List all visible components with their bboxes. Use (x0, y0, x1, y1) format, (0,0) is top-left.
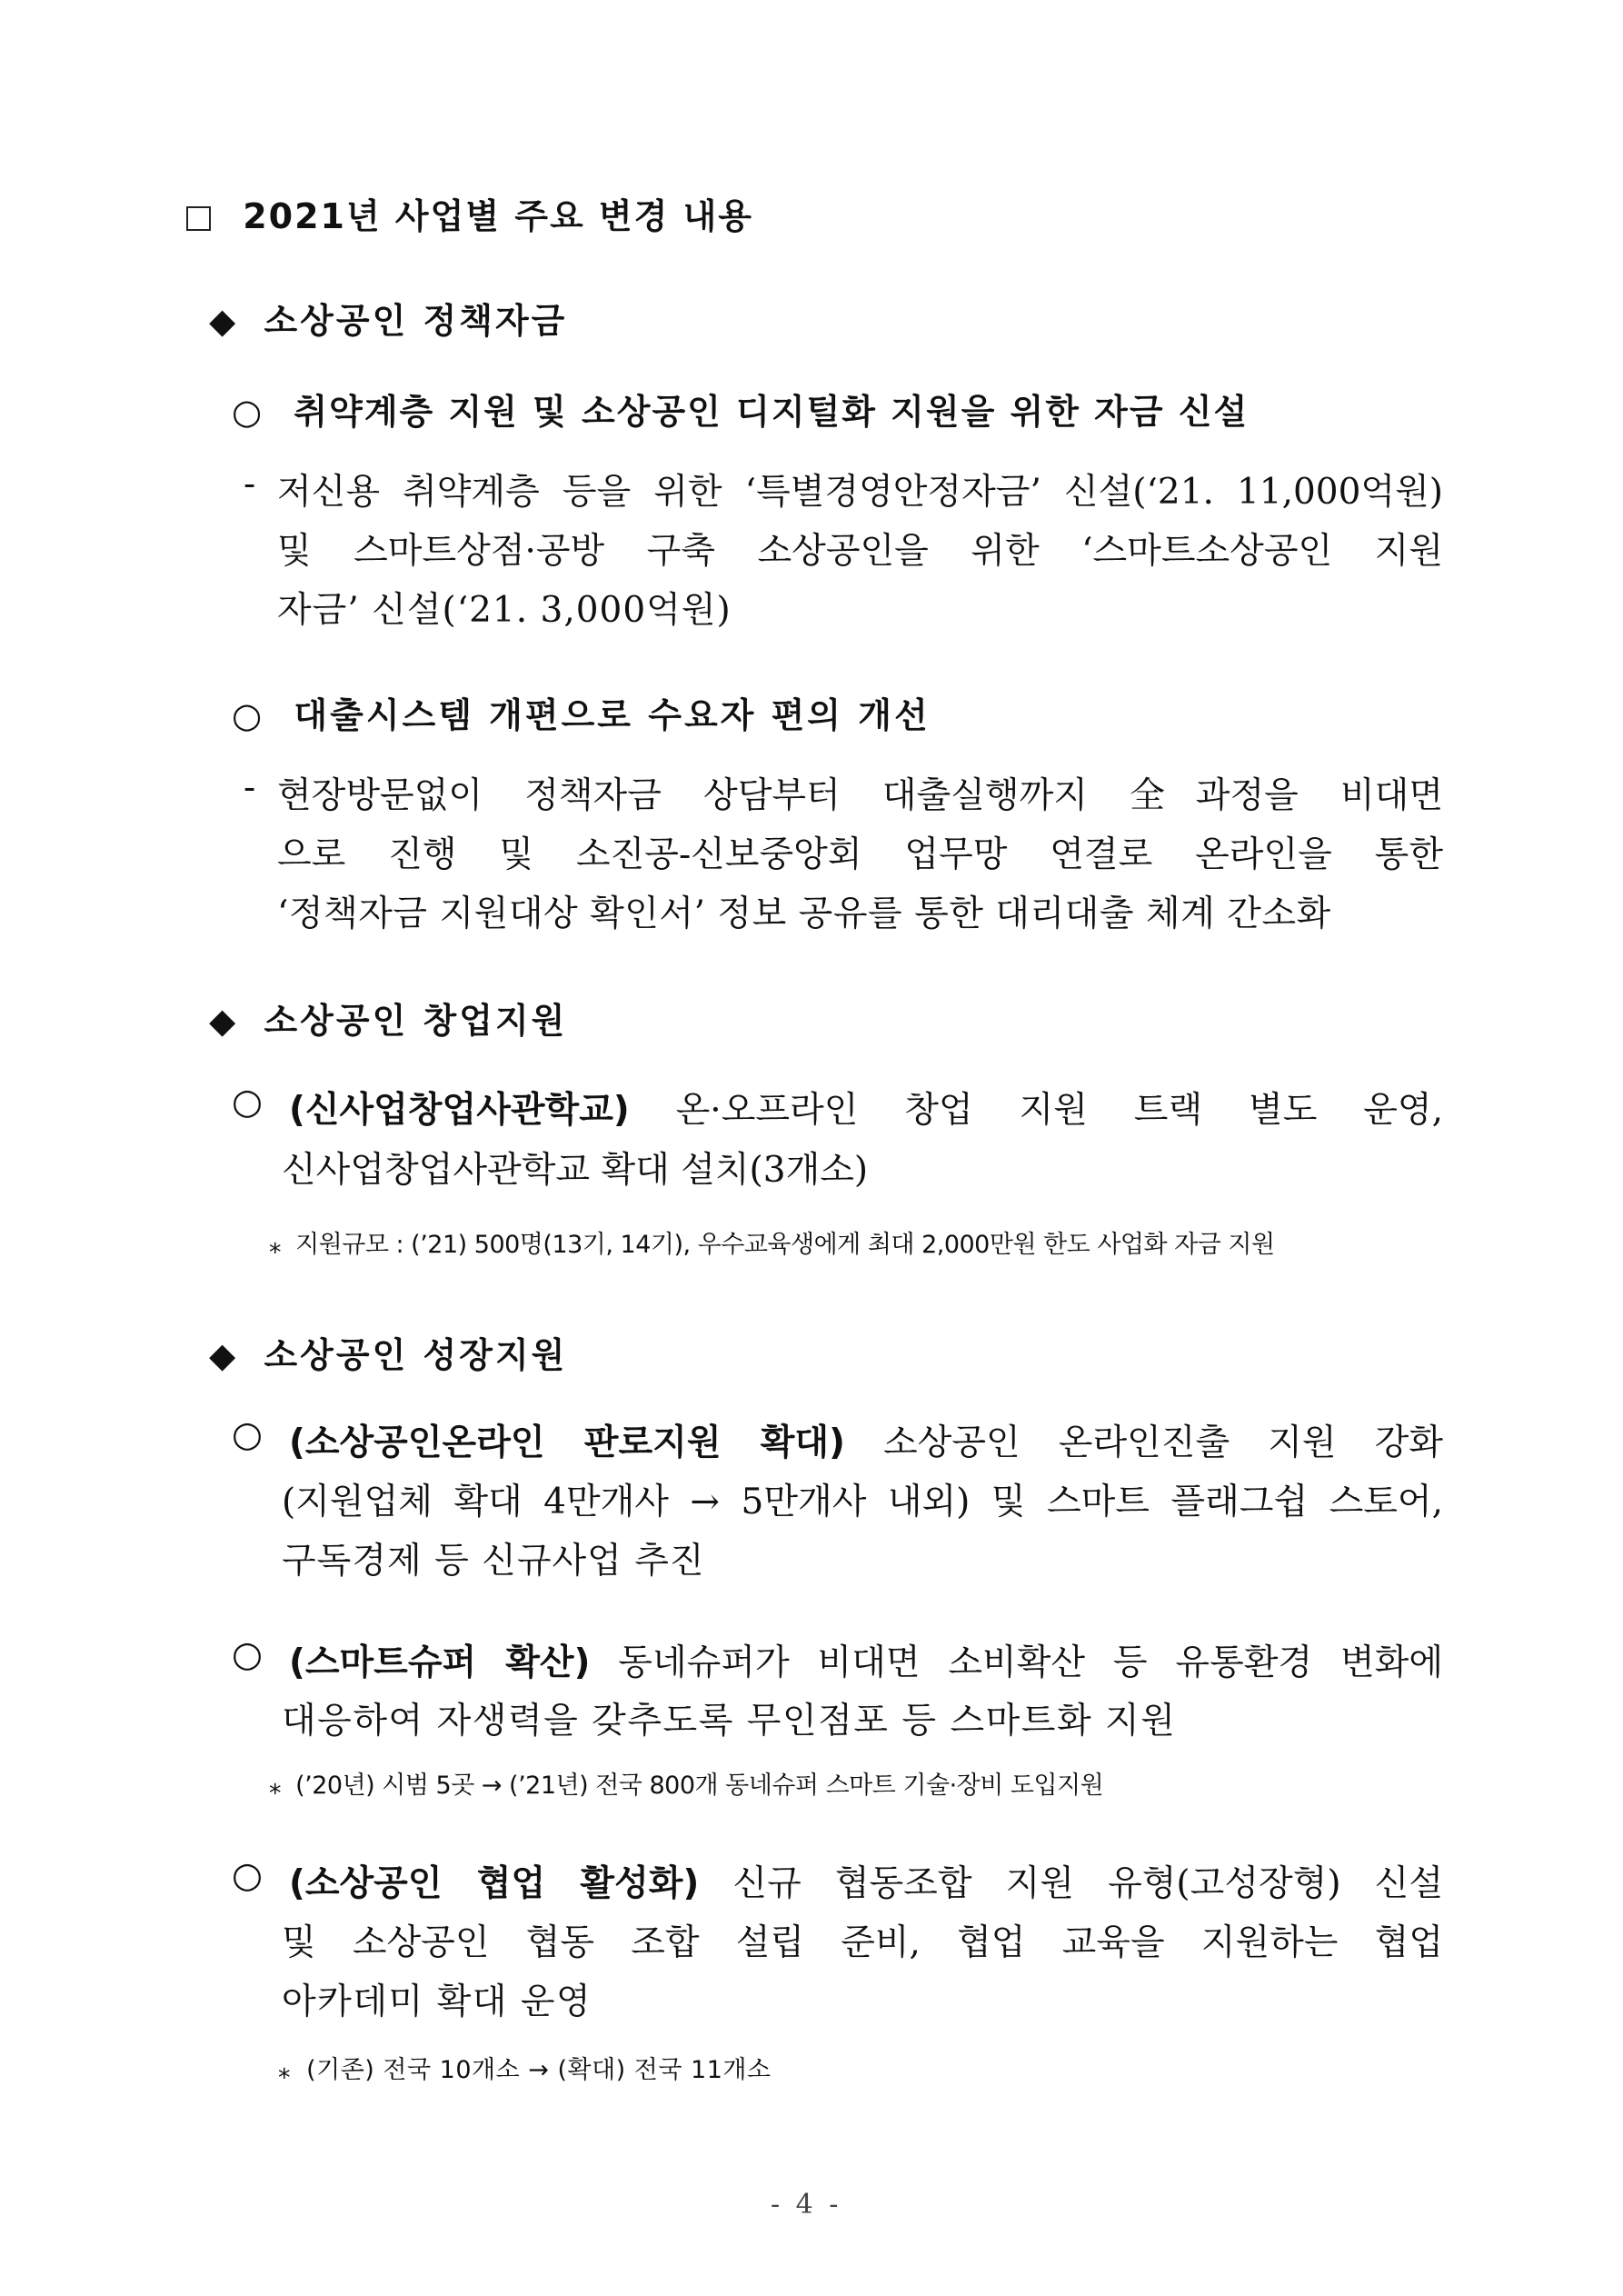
item-body-line: 으로 진행 및 소진공-신보중앙회 업무망 연결로 온라인을 통한 (277, 834, 1443, 875)
section-heading: ◆ 소상공인 정책자금 (209, 301, 568, 341)
item-bold-label: (신사업창업사관학교) (289, 1090, 630, 1131)
section-heading: ◆ 소상공인 창업지원 (209, 1001, 568, 1041)
item-title: ○ 대출시스템 개편으로 수요자 편의 개선 (232, 695, 931, 735)
checkbox-square-icon (186, 206, 211, 231)
asterisk-icon: ⁎ (269, 1772, 281, 1800)
circle-bullet-icon: ○ (232, 1634, 264, 1675)
footnote: ⁎ (’20년) 시범 5곳 → (’21년) 전국 800개 동네슈퍼 스마트 기술·장비 도입지원 (269, 1772, 1104, 1800)
item-body-line: 자금’ 신설(‘21. 3,000억원) (277, 590, 732, 631)
item-body-line: 대응하여 자생력을 갖추도록 무인점포 등 스마트화 지원 (282, 1701, 1177, 1742)
diamond-bullet-icon: ◆ (209, 1335, 239, 1375)
item-lead-line (289, 1082, 1443, 1133)
item-lead-line (289, 1634, 1443, 1685)
item-bold-label: (스마트슈퍼 확산) (289, 1642, 591, 1683)
dash-bullet-icon: - (244, 464, 256, 504)
section-heading: ◆ 소상공인 성장지원 (209, 1335, 568, 1375)
item-lead-text: 소상공인 온라인진출 지원 강화 (883, 1423, 1443, 1463)
item-body-line: (지원업체 확대 4만개사 → 5만개사 내외) 및 스마트 플래그쉽 스토어, (282, 1482, 1443, 1522)
item-body-line: 저신용 취약계층 등을 위한 ‘특별경영안정자금’ 신설(‘21. 11,000억원) (277, 472, 1443, 513)
item-body-line: 신사업창업사관학교 확대 설치(3개소) (282, 1150, 869, 1191)
dash-bullet-icon: - (244, 767, 256, 808)
item-lead-line (289, 1414, 1443, 1465)
circle-bullet-icon: ○ (232, 1082, 264, 1123)
item-lead-text: 동네슈퍼가 비대면 소비확산 등 유통환경 변화에 (618, 1642, 1443, 1683)
circle-bullet-icon: ○ (232, 1414, 264, 1455)
footnote: ⁎ (기존) 전국 10개소 → (확대) 전국 11개소 (278, 2056, 772, 2084)
item-body-line: 현장방문없이 정책자금 상담부터 대출실행까지 全과정을 비대면 (277, 775, 1443, 816)
circle-bullet-icon: ○ (232, 392, 263, 432)
diamond-bullet-icon: ◆ (209, 1001, 239, 1041)
diamond-bullet-icon: ◆ (209, 301, 239, 341)
item-bold-label: (소상공인온라인 판로지원 확대) (289, 1423, 845, 1463)
document-title: 2021년 사업별 주요 변경 내용 (186, 188, 753, 238)
item-body-line: 및 소상공인 협동 조합 설립 준비, 협업 교육을 지원하는 협업 (282, 1922, 1443, 1963)
asterisk-icon: ⁎ (278, 2056, 291, 2084)
circle-bullet-icon: ○ (232, 1855, 264, 1896)
page-number: - 4 - (771, 2189, 842, 2221)
item-lead-line (289, 1855, 1443, 1906)
circle-bullet-icon: ○ (232, 695, 263, 735)
item-lead-text: 신규 협동조합 지원 유형(고성장형) 신설 (732, 1863, 1443, 1904)
item-body-line: 구독경제 등 신규사업 추진 (282, 1541, 705, 1582)
item-lead-text: 온·오프라인 창업 지원 트랙 별도 운영, (675, 1090, 1444, 1131)
footnote: ⁎ 지원규모 : (’21) 500명(13기, 14기), 우수교육생에게 최대 2,000만원 한도 사업화 자금 지원 (269, 1231, 1275, 1259)
item-title: ○ 취약계층 지원 및 소상공인 디지털화 지원을 위한 자금 신설 (232, 392, 1250, 432)
item-body-line: ‘정책자금 지원대상 확인서’ 정보 공유를 통한 대리대출 체계 간소화 (277, 893, 1331, 934)
asterisk-icon: ⁎ (269, 1231, 281, 1259)
item-body-line: 아카데미 확대 운영 (282, 1982, 592, 2022)
item-bold-label: (소상공인 협업 활성화) (289, 1863, 700, 1904)
item-body-line: 및 스마트상점·공방 구축 소상공인을 위한 ‘스마트소상공인 지원 (277, 531, 1443, 572)
